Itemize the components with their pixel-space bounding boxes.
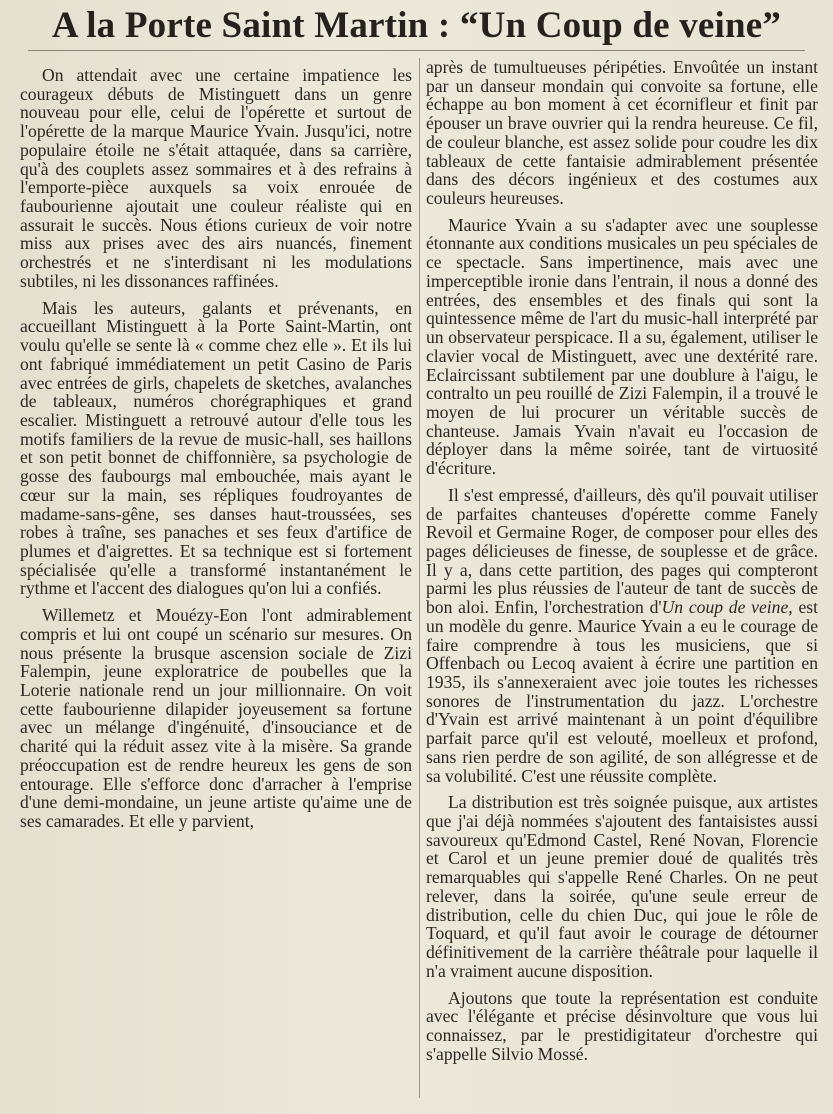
paragraph: On attendait avec une certaine impatience les courageux débuts de Mistinguett dans un genre nouveau pour elle, celui de l'opérette et surtout de l'opérette de la marque Maurice Yvain. Jusqu'ici, notre populaire étoile ne s'était attaquée, dans sa carrière, qu'à des couplets assez sommaires et à des refrains à l'emporte-pièce auxquels sa voix enrouée de faubourienne ajoutait une couleur réaliste qui en assurait le succès. Nous étions curieux de voir notre miss aux prises avec des airs nuancés, finement orchestrés et ne s'interdisant ni les modulations subtiles, ni les dissonances raffinées.	[20, 65, 412, 291]
article-title: A la Porte Saint Martin : “Un Coup de veine”	[51, 5, 782, 46]
paragraph-text: Il s'est empressé, d'ailleurs, dès qu'il pouvait utiliser de parfaites chanteuses d'opérette comme Fanely Revoil et Germaine Roger, de composer pour elles des pages délicieuses de finesse, de souplesse et de grâce. Il y a, dans cette partition, des pages qui compteront parmi les plus réussies de l'auteur de tant de succès de bon aloi. Enfin, l'orchestration d'	[426, 484, 818, 618]
paragraph: La distribution est très soignée puisque, aux artistes que j'ai déjà nommées s'ajoutent des fantaisistes aussi savoureux qu'Edmond Castel, René Novan, Florencie et Carol et un jeune premier doué de qualités très remarquables qui s'appelle René Charles. On ne peut relever, dans la soirée, qu'une seule erreur de distribution, celle du chien Duc, qui joue le rôle de Toquard, et qu'il faut avoir le courage de détourner définitivement de la carrière théâtrale pour laquelle il n'a vraiment aucune disposition.	[426, 792, 818, 981]
column-right	[426, 58, 818, 1063]
column-left	[20, 58, 412, 831]
title-rule	[28, 50, 805, 51]
paragraph: Mais les auteurs, galants et prévenants, en accueillant Mistinguett à la Porte Saint-Martin, ont voulu qu'elle se sente là « comme chez elle ». Et ils lui ont fabriqué immédiatement un petit Casino de Paris avec entrées de girls, chapelets de sketches, avalanches de tableaux, numéros chorégraphiques et grand escalier. Mistinguett a retrouvé autour d'elle tous les motifs familiers de la revue de music-hall, ses haillons et son petit bonnet de chiffonnière, sa psychologie de gosse des faubourgs mal embouchée, mais ayant le cœur sur la main, ses répliques foudroyantes de madame-sans-gêne, ses danses haut-troussées, ses robes à traîne, ses panaches et ses feux d'artifice de plumes et d'aigrettes. Et sa technique est si fortement spécialisée qu'elle a transformé instantanément le rythme et l'accent des dialogues qu'on lui a confiés.	[20, 297, 412, 599]
paragraph: Willemetz et Mouézy-Eon l'ont admirablement compris et lui ont coupé un scénario sur mesures. On nous présente la brusque ascension sociale de Zizi Falempin, jeune exploratrice de poubelles que la Loterie nationale rend un jour millionnaire. On voit cette faubourienne dilapider joyeusement sa fortune avec un mélange d'ingénuité, d'insouciance et de charité qui la réduit assez vite à la misère. Sa grande préoccupation est de rendre heureux les gens de son entourage. Elle s'efforce donc d'arracher à l'emprise d'une demi-mondaine, un jeune artiste qu'aime une de ses camarades. Et elle y parvient,	[20, 605, 412, 832]
paragraph: Ajoutons que toute la représentation est conduite avec l'élégante et précise désinvolture que vous lui connaissez, par le prestidigitateur d'orchestre qui s'appelle Silvio Mossé.	[426, 987, 818, 1064]
paragraph: Maurice Yvain a su s'adapter avec une souplesse étonnante aux conditions musicales un peu spéciales de ce spectacle. Sans impertinence, mais avec une imperceptible ironie dans l'entrain, il nous a donné des entrées, des ensembles et des finals qui sont la quintessence même de l'art du music-hall interprété par un observateur perspicace. Il a su, également, utiliser le clavier vocal de Mistinguett, avec une dextérité rare. Eclaircissant subtilement par une doublure à l'aigu, le contralto un peu rouillé de Zizi Falempin, il a trouvé le moyen de lui procurer un véritable succès de chanteuse. Jamais Yvain n'avait eu l'occasion de déployer dans la même soirée, tant de virtuosité d'écriture.	[426, 214, 818, 479]
play-title: Un coup de veine	[661, 597, 789, 618]
paragraph	[426, 486, 818, 786]
column-divider	[419, 58, 420, 1098]
paragraph: après de tumultueuses péripéties. Envoûtée un instant par un danseur mondain qui convoite sa fortune, elle échappe au bon moment à cet écornifleur et finit par épouser un brave ouvrier qui la rendra heureuse. Ce fil, de couleur blanche, est assez solide pour coudre les dix tableaux de cette fantaisie admirablement présentée dans des décors ingénieux et des costumes aux couleurs heureuses.	[426, 57, 818, 209]
paragraph-text: , est un modèle du genre. Maurice Yvain a eu le courage de faire comprendre à tous les musiciens, que si Offenbach ou Lecoq avaient à écrire une partition en 1935, ils s'annexeraient avec joie toutes les richesses sonores de l'instrumentation du jazz. L'orchestre d'Yvain est arrivé maintenant à un point d'équilibre parfait parce qu'il est velouté, moelleux et profond, sans rien perdre de son agilité, de son allégresse et de sa volubilité. C'est une réussite complète.	[426, 597, 819, 786]
